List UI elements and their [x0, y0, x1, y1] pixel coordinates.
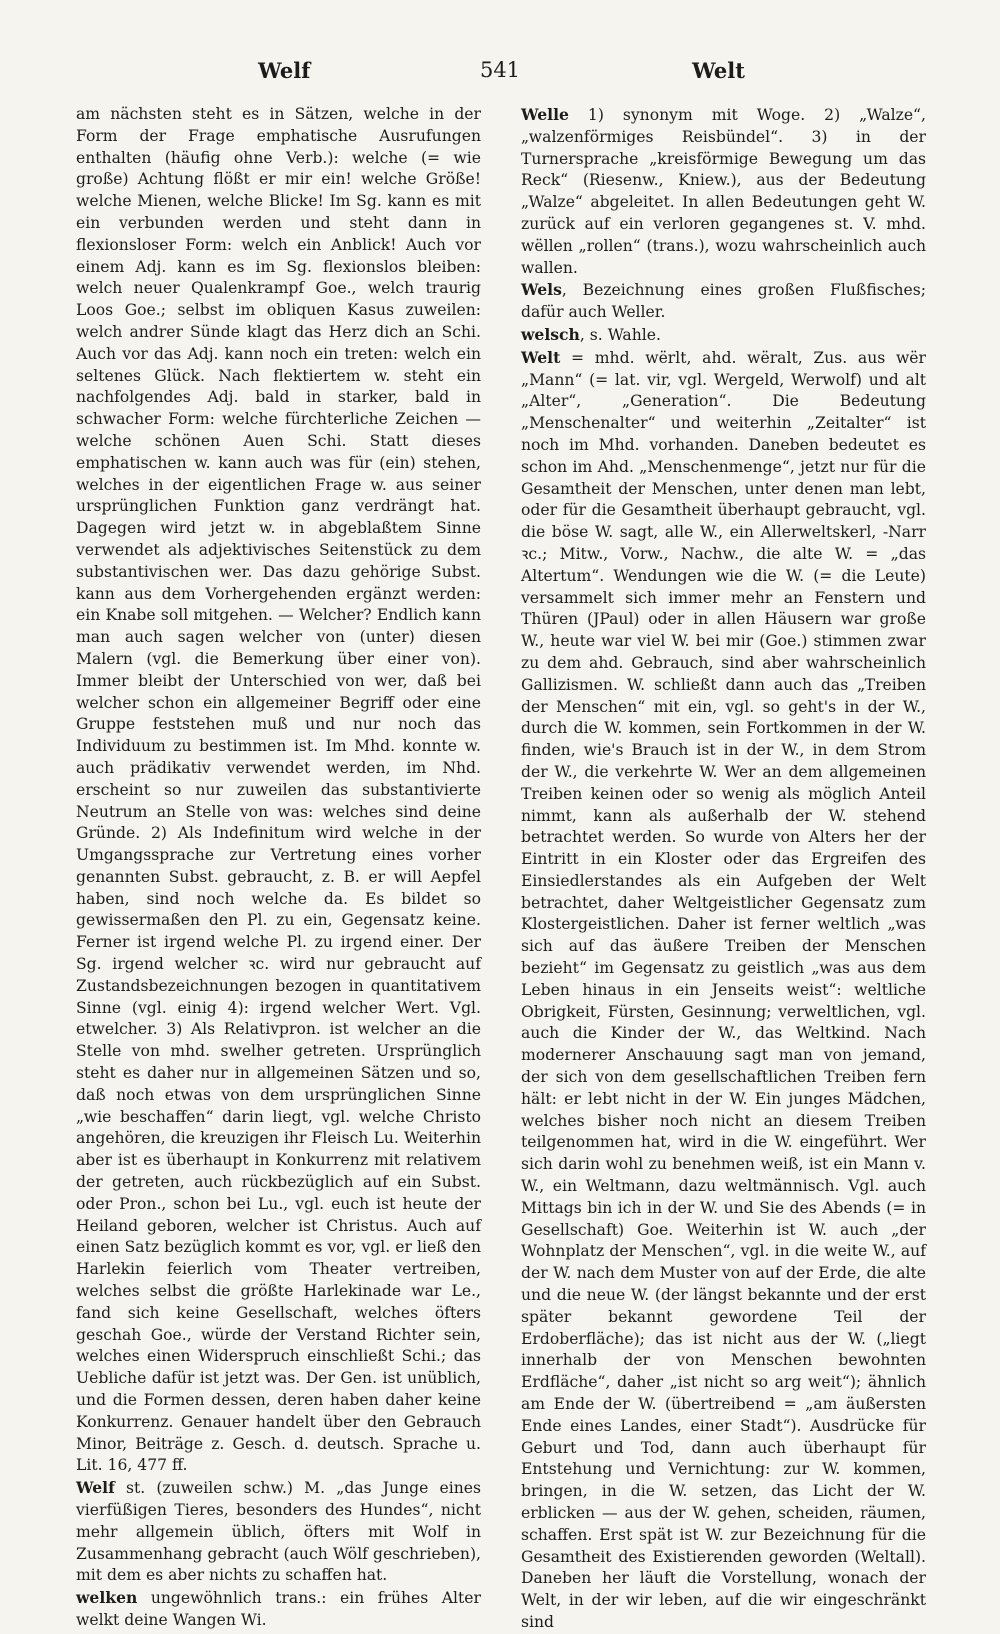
entry-welcher-continuation: am nächsten steht es in Sätzen, welche in der Form der Frage emphatische Ausrufungen enthalten (häufig ohne Verb.): welche (= wie große) Achtung flößt er mir ein! welche Größe! welche Mienen, welche Blicke! Im Sg. kann es mit ein verbunden werden und steht dann in flexionsloser Form: welch ein Anblick! Auch vor einem Adj. kann es im Sg. flexionslos bleiben: welch neuer Qualenkrampf Goe., welch traurig Loos Goe.; selbst im obliquen Kasus zuweilen: welch andrer Sünde klagt das Herz dich an Schi. Auch vor das Adj. kann noch ein treten: welch ein seltenes Glück. Nach flektiertem w. steht ein nachfolgendes Adj. bald in starker, bald in schwacher Form: welche fürchterliche Zeichen — welche schönen Auen Schi. Statt dieses emphatischen w. kann auch was für (ein) stehen, welches in der eigentlichen Frage w. aus seiner ursprünglichen Funktion ganz verdrängt hat. Dagegen wird jetzt w. in abgeblaßtem Sinne verwendet als adjektivisches Seitenstück zu dem substantivischen wer. Das dazu gehörige Subst. kann aus dem Vorhergehenden ergänzt werden: ein Knabe soll mitgehen. — Welcher? Endlich kann man auch sagen welcher von (unter) diesen Malern (vgl. die Bemerkung über einer von). Immer bleibt der Unterschied von wer, daß bei welcher schon ein allgemeiner Begriff oder eine Gruppe feststehen muß und nur noch das Individuum zu bestimmen ist. Im Mhd. konnte w. auch prädikativ verwendet werden, im Nhd. erscheint so nur zuweilen das substantivierte Neutrum an Stelle von was: welches sind deine Gründe. 2) Als Indefinitum wird welche in der Umgangssprache zur Vertretung eines vorher genannten Subst. gebraucht, z. B. er will Aepfel haben, sind noch welche da. Es bildet so gewissermaßen den Pl. zu ein, Gegensatz keine. Ferner ist irgend welche Pl. zu irgend einer. Der Sg. irgend welcher ꝛc. wird nur gebraucht auf Zustandsbezeichnungen bezogen in quantitativem Sinne (vgl. einig 4): irgend welcher Wert. Vgl. etwelcher. 3) Als Relativpron. ist welcher an die Stelle von mhd. swelher getreten. Ursprünglich steht es daher nur in allgemeinen Sätzen und so, daß noch etwas von dem ursprünglichen Sinne „wie beschaffen“ darin liegt, vgl. welche Christo angehören, die kreuzigen ihr Fleisch Lu. Weiterhin aber ist es überhaupt in Konkurrenz mit relativem der getreten, auch rückbezüglich auf ein Subst. oder Pron., schon bei Lu., vgl. euch ist heute der Heiland geboren, welcher ist Christus. Auch auf einen Satz bezüglich kommt es vor, vgl. er ließ den Harlekin feierlich vom Theater vertreiben, welches selbst die größte Harlekinade war Le., fand sich keine Gesellschaft, welches öfters geschah Goe., würde der Verstand Richter sein, welches einen Widerspruch einschließt Schi.; das Uebliche dafür ist jetzt was. Der Gen. ist unüblich, und die Formen dessen, deren haben daher keine Konkurrenz. Genauer handelt über den Gebrauch Minor, Beiträge z. Gesch. d. deutsch. Sprache u. Lit. 16, 477 ff.: [76, 105, 481, 1475]
lemma-welt: Welt: [521, 347, 561, 367]
lemma-welken: welken: [76, 1588, 138, 1608]
right-column: [521, 104, 926, 1634]
page-header: [0, 58, 1000, 92]
entry-welsch-body: , s. Wahle.: [579, 325, 661, 344]
entry-welt-body: = mhd. wërlt, ahd. wëralt, Zus. aus wër „Mann“ (= lat. vir, vgl. Wergeld, Werwolf) und alt „Alter“, „Generation“. Die Bedeutung „Menschenalter“ und weiterhin „Zeitalter“ ist noch im Mhd. vorhanden. Daneben bedeutet es schon im Ahd. „Menschenmenge“, jetzt nur für die Gesamtheit der Menschen, unter denen man lebt, oder für die Gesamtheit überhaupt gebraucht, vgl. die böse W. sagt, alle W., ein Allerweltskerl, -Narr ꝛc.; Mitw., Vorw., Nachw., die alte W. = „das Altertum“. Wendungen wie die W. (= die Leute) versammelt sich immer mehr an Fenstern und Thüren (JPaul) oder in allen Häusern war große W., heute war viel W. bei mir (Goe.) stimmen zwar zu dem ahd. Gebrauch, sind aber wahrscheinlich Gallizismen. W. schließt dann auch das „Treiben der Menschen“ mit ein, vgl. so geht's in der W., durch die W. kommen, sein Fortkommen in der W. finden, wie's Brauch ist in der W., in dem Strom der W., die verkehrte W. Wer an dem allgemeinen Treiben keinen oder so wenig als möglich Anteil nimmt, kann als außerhalb der W. stehend betrachtet werden. So wurde von Alters her der Eintritt in ein Kloster oder das Ergreifen des Einsiedlerstandes als ein Aufgeben der Welt betrachtet, daher Weltgeistlicher Gegensatz zum Klostergeistlichen. Daher ist ferner weltlich „was sich auf das äußere Treiben der Menschen bezieht“ im Gegensatz zu geistlich „was aus dem Leben hinaus in ein Jenseits weist“: weltliche Obrigkeit, Fürsten, Gesinnung; verweltlichen, vgl. auch die Kinder der W., das Weltkind. Nach modernerer Anschauung sagt man von jemand, der sich von dem gesellschaftlichen Treiben fern hält: er lebt nicht in der W. Ein junges Mädchen, welches bisher noch nicht an diesem Treiben teilgenommen hat, wird in die W. eingeführt. Wer sich darin wohl zu benehmen weiß, ist ein Mann v. W., ein Weltmann, dazu weltmännisch. Vgl. auch Mittags bin ich in der W. und Sie des Abends (= in Gesellschaft) Goe. Weiterhin ist W. auch „der Wohnplatz der Menschen“, vgl. in die weite W., auf der W. nach dem Muster von auf der Erde, die alte und die neue W. (der längst bekannte und der erst später bekannt gewordene Teil der Erdoberfläche); das ist nicht aus der W. („liegt innerhalb der von Menschen bewohnten Erdfläche“, daher „ist nicht so arg weit“); ähnlich am Ende der W. (übertreibend = „am äußersten Ende eines Landes, einer Stadt“). Ausdrücke für Geburt und Tod, dann auch überhaupt für Entstehung und Vernichtung: zur W. kommen, bringen, in die W. setzen, das Licht der W. erblicken — aus der W. gehen, scheiden, räumen, schaffen. Erst spät ist W. zur Bezeichnung für die Gesamtheit des Existierenden geworden (Weltall). Daneben her läuft die Vorstellung, wonach der Welt, in der wir leben, auf die wir eingeschränkt sind: [521, 348, 926, 1631]
page-number: 541: [479, 58, 521, 82]
running-head-left: Welf: [258, 58, 311, 83]
entry-welken: [76, 1587, 481, 1632]
entry-welt: [521, 347, 926, 1634]
lemma-welsch: welsch: [521, 324, 580, 344]
left-column: [76, 104, 481, 1632]
entry-wels: [521, 279, 926, 324]
entry-welle: [521, 104, 926, 279]
lemma-wels: Wels: [521, 280, 562, 300]
entry-wels-body: , Bezeichnung eines großen Flußfisches; dafür auch Weller.: [521, 281, 926, 322]
entry-welle-body: 1) synonym mit Woge. 2) „Walze“, „walzenförmiges Reisbündel“. 3) in der Turnersprache „kreisförmige Bewegung um das Reck“ (Riesenw., Kniew.), aus der Bedeutung „Walze“ abgeleitet. In allen Bedeutungen geht W. zurück auf ein verloren gegangenes st. V. mhd. wëllen „rollen“ (trans.), wozu wahrscheinlich auch wallen.: [521, 106, 926, 277]
lemma-welf: Welf: [76, 1478, 115, 1498]
entry-welsch: [521, 324, 926, 347]
entry-welf-body: st. (zuweilen schw.) M. „das Junge eines vierfüßigen Tieres, besonders des Hundes“, nicht mehr allgemein üblich, öfters mit Wolf in Zusammenhang gebracht (auch Wölf geschrieben), mit dem es aber nichts zu schaffen hat.: [76, 1479, 481, 1585]
running-head-right: Welt: [692, 58, 745, 83]
entry-welken-body: ungewöhnlich trans.: ein frühes Alter welkt deine Wangen Wi.: [76, 1589, 481, 1629]
entry-welf: [76, 1477, 481, 1587]
lemma-welle: Welle: [521, 105, 569, 124]
